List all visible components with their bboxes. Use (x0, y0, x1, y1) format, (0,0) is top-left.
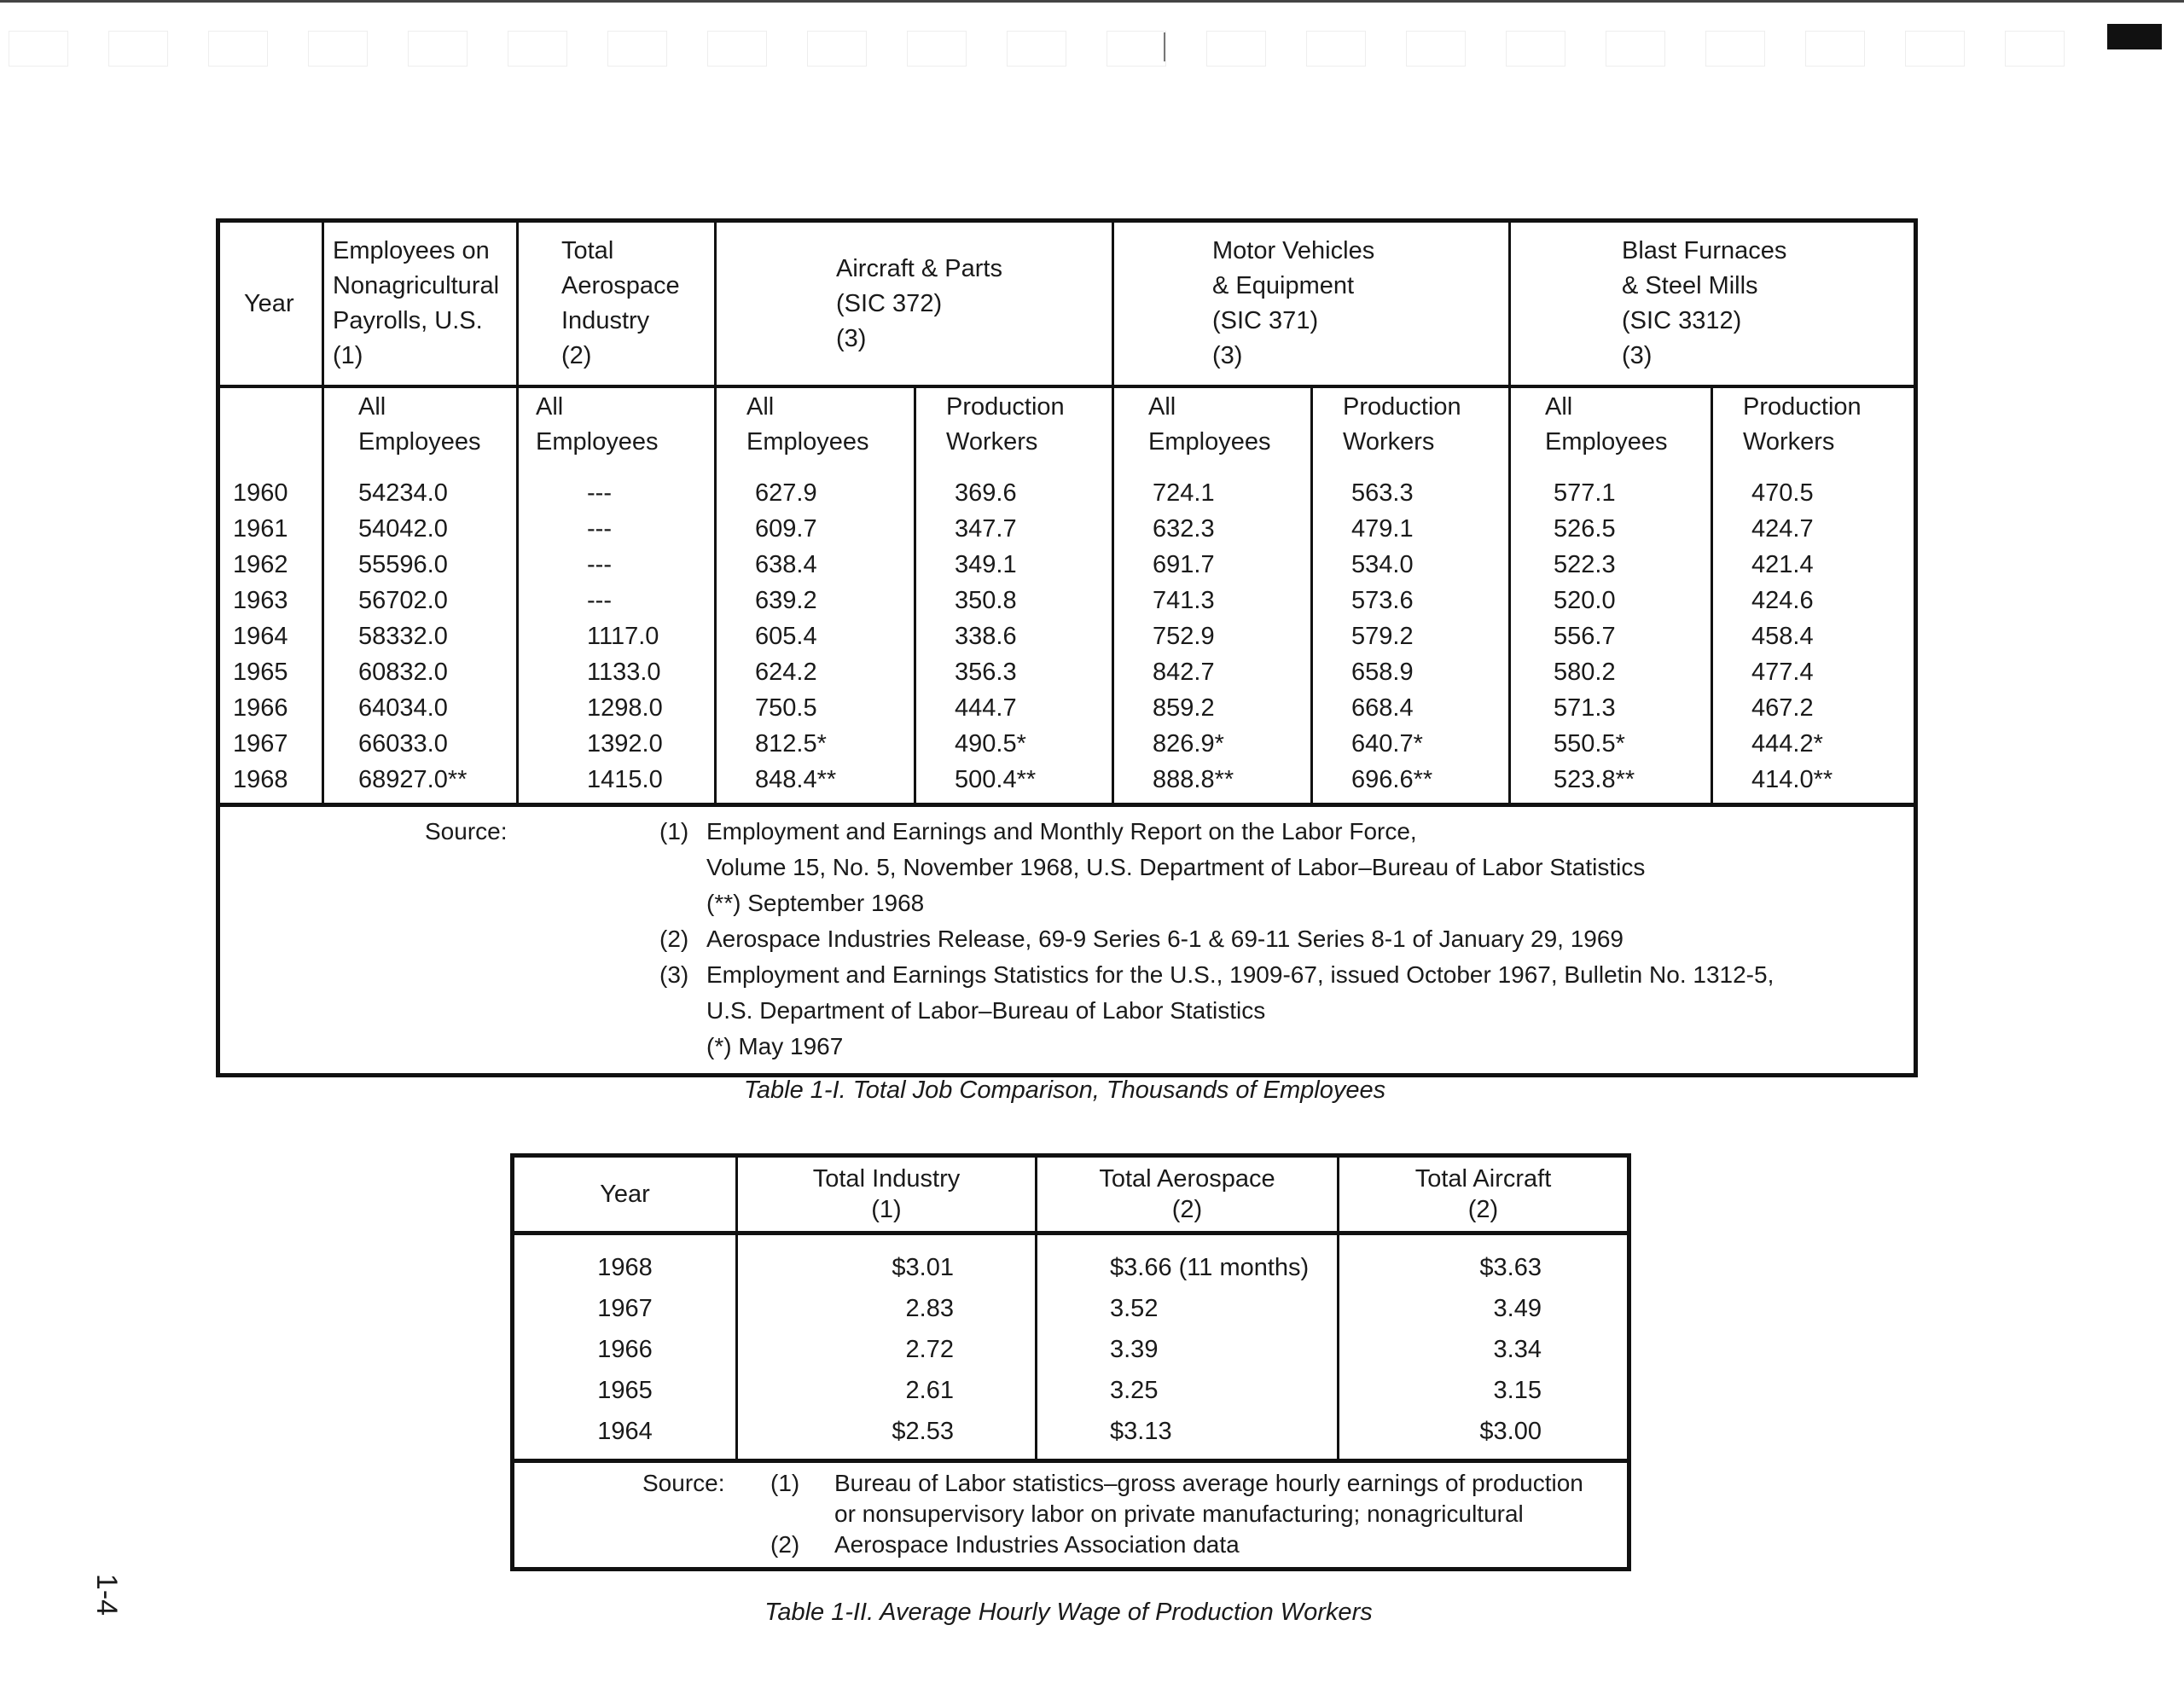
table-row (218, 726, 1916, 762)
header-line: (3) (1622, 342, 1653, 369)
table-row (218, 654, 1916, 690)
value-cell: 3.49 (1339, 1288, 1629, 1329)
header-line: Payrolls, U.S. (333, 307, 483, 334)
header-line: Aerospace (561, 272, 680, 299)
value-cell: 350.8 (915, 583, 1113, 618)
value-cell: 1298.0 (518, 690, 716, 726)
value-cell: 477.4 (1712, 654, 1916, 690)
spacer (659, 885, 706, 921)
table-row (513, 1288, 1629, 1329)
subheader-cell (1113, 386, 1312, 475)
value-cell: 3.52 (1037, 1288, 1339, 1329)
value-cell: 842.7 (1113, 654, 1312, 690)
value-cell: 338.6 (915, 618, 1113, 654)
value-cell: 580.2 (1510, 654, 1712, 690)
subheader-blank (218, 386, 323, 475)
value-cell: 55596.0 (323, 547, 518, 583)
spacer (659, 993, 706, 1029)
header-cell (513, 1156, 737, 1233)
spacer (425, 1029, 659, 1065)
spacer (425, 993, 659, 1029)
value-cell: 3.39 (1037, 1329, 1339, 1370)
subheader-line: All (746, 393, 775, 421)
value-cell: 579.2 (1312, 618, 1510, 654)
value-cell: 668.4 (1312, 690, 1510, 726)
year-cell: 1967 (513, 1288, 737, 1329)
header-line: (3) (1212, 342, 1243, 369)
value-cell: 523.8** (1510, 762, 1712, 805)
value-cell: 848.4** (716, 762, 915, 805)
table-row (218, 618, 1916, 654)
value-cell: 356.3 (915, 654, 1113, 690)
registration-tick (1164, 32, 1165, 61)
source-text: Bureau of Labor statistics–gross average hourly earnings of production (834, 1470, 1583, 1496)
table-row (218, 475, 1916, 511)
source-text: (*) May 1967 (706, 1033, 844, 1059)
year-cell: 1960 (218, 475, 323, 511)
subheader-cell (716, 386, 915, 475)
header-line: Nonagricultural (333, 272, 500, 299)
header-line: (2) (1171, 1196, 1203, 1223)
header-year: Year (218, 221, 323, 387)
page-number: 1-4 (90, 1573, 124, 1616)
header-cell (1037, 1156, 1339, 1233)
registration-box (408, 31, 468, 67)
source-text: Aerospace Industries Association data (834, 1531, 1240, 1558)
scan-marker (2107, 24, 2162, 49)
spacer (425, 957, 659, 993)
registration-box (1206, 31, 1266, 67)
value-cell: 724.1 (1113, 475, 1312, 511)
year-cell: 1966 (218, 690, 323, 726)
value-cell: 56702.0 (323, 583, 518, 618)
subheader-cell (1712, 386, 1916, 475)
source-label: Source: (642, 1470, 725, 1496)
registration-box (707, 31, 767, 67)
header-nonag (323, 221, 518, 387)
sources (642, 1468, 1627, 1560)
header-blast-furnaces (1510, 221, 1916, 387)
source-number: (1) (770, 1470, 800, 1496)
registration-box (1606, 31, 1665, 67)
year-cell: 1967 (218, 726, 323, 762)
value-cell: 741.3 (1113, 583, 1312, 618)
value-cell: 490.5* (915, 726, 1113, 762)
registration-box (508, 31, 567, 67)
source-number: (3) (659, 961, 689, 988)
year-cell: 1965 (218, 654, 323, 690)
value-cell: 556.7 (1510, 618, 1712, 654)
registration-box (1905, 31, 1965, 67)
table-row (218, 547, 1916, 583)
value-cell: 526.5 (1510, 511, 1712, 547)
header-row (218, 221, 1916, 387)
header-line: (2) (561, 342, 592, 369)
value-cell: 658.9 (1312, 654, 1510, 690)
header-line: (1) (871, 1196, 902, 1223)
source-row (513, 1461, 1629, 1570)
subheader-line: Production (1743, 393, 1862, 421)
value-cell: 54234.0 (323, 475, 518, 511)
spacer (659, 850, 706, 885)
header-line: & Steel Mills (1622, 272, 1758, 299)
table2-caption: Table 1-II. Average Hourly Wage of Production Workers (764, 1599, 1373, 1626)
value-cell: 3.25 (1037, 1370, 1339, 1411)
subheader-line: Employees (746, 428, 869, 456)
value-cell: 54042.0 (323, 511, 518, 547)
spacer (659, 1029, 706, 1065)
value-cell: 550.5* (1510, 726, 1712, 762)
registration-box (1805, 31, 1865, 67)
header-aerospace (518, 221, 716, 387)
subheader-line: Employees (1148, 428, 1271, 456)
year-cell: 1961 (218, 511, 323, 547)
source-text: U.S. Department of Labor–Bureau of Labor Statistics (706, 997, 1266, 1024)
header-line: (3) (836, 324, 867, 352)
header-line: Year (600, 1181, 650, 1208)
subheader-cell (915, 386, 1113, 475)
year-cell: 1968 (218, 762, 323, 805)
value-cell: 1133.0 (518, 654, 716, 690)
header-line: Aircraft & Parts (836, 254, 1002, 282)
subheader-line: All (1545, 393, 1573, 421)
value-cell: 577.1 (1510, 475, 1712, 511)
subheader-line: Production (946, 393, 1065, 421)
value-cell: 2.72 (737, 1329, 1037, 1370)
value-cell: --- (518, 511, 716, 547)
registration-box (1506, 31, 1565, 67)
spacer (425, 921, 659, 957)
header-line: Total Aircraft (1414, 1165, 1552, 1193)
value-cell: 500.4** (915, 762, 1113, 805)
table-row (218, 583, 1916, 618)
subheader-line: All (536, 393, 564, 421)
value-cell: $3.01 (737, 1233, 1037, 1289)
table-row (513, 1329, 1629, 1370)
header-line: Total Aerospace (1099, 1165, 1275, 1193)
registration-box (1007, 31, 1066, 67)
registration-box (108, 31, 168, 67)
header-line: (2) (1467, 1196, 1499, 1223)
registration-box (807, 31, 867, 67)
header-row (513, 1156, 1629, 1233)
table-row (513, 1370, 1629, 1411)
value-cell: 444.7 (915, 690, 1113, 726)
source-text: Aerospace Industries Release, 69-9 Series 6-1 & 69-11 Series 8-1 of January 29, 1969 (706, 926, 1623, 952)
subheader-row (218, 386, 1916, 475)
subheader-cell (323, 386, 518, 475)
value-cell: 520.0 (1510, 583, 1712, 618)
value-cell: 60832.0 (323, 654, 518, 690)
source-text: or nonsupervisory labor on private manufacturing; nonagricultural (834, 1500, 1524, 1527)
value-cell: 1117.0 (518, 618, 716, 654)
source-number: (2) (659, 926, 689, 952)
year-cell: 1966 (513, 1329, 737, 1370)
value-cell: 624.2 (716, 654, 915, 690)
source-text: (**) September 1968 (706, 890, 925, 916)
value-cell: 421.4 (1712, 547, 1916, 583)
value-cell: 369.6 (915, 475, 1113, 511)
value-cell: 66033.0 (323, 726, 518, 762)
registration-box (9, 31, 68, 67)
subheader-line: Employees (1545, 428, 1668, 456)
value-cell: 609.7 (716, 511, 915, 547)
value-cell: 470.5 (1712, 475, 1916, 511)
value-cell: $3.66 (11 months) (1037, 1233, 1339, 1289)
spacer (642, 1499, 770, 1529)
value-cell: 68927.0** (323, 762, 518, 805)
source-text: Volume 15, No. 5, November 1968, U.S. Department of Labor–Bureau of Labor Statistics (706, 854, 1646, 880)
value-cell: 573.6 (1312, 583, 1510, 618)
value-cell: 571.3 (1510, 690, 1712, 726)
value-cell: 696.6** (1312, 762, 1510, 805)
value-cell: --- (518, 583, 716, 618)
table-row (513, 1411, 1629, 1461)
value-cell: 522.3 (1510, 547, 1712, 583)
header-line: (SIC 3312) (1622, 307, 1742, 334)
value-cell: 3.15 (1339, 1370, 1629, 1411)
header-motor-vehicles (1113, 221, 1510, 387)
value-cell: 752.9 (1113, 618, 1312, 654)
subheader-line: Workers (1343, 428, 1435, 456)
page-top-edge (0, 0, 2184, 3)
subheader-line: Employees (536, 428, 659, 456)
subheader-cell (518, 386, 716, 475)
registration-box (1406, 31, 1466, 67)
value-cell: 347.7 (915, 511, 1113, 547)
header-line: Total Industry (812, 1165, 961, 1193)
spacer (642, 1529, 770, 1560)
value-cell: 691.7 (1113, 547, 1312, 583)
value-cell: 750.5 (716, 690, 915, 726)
header-line: (SIC 372) (836, 289, 943, 317)
header-line: Total (561, 237, 614, 264)
subheader-line: Production (1343, 393, 1461, 421)
source-label: Source: (425, 818, 508, 844)
header-line: & Equipment (1212, 272, 1355, 299)
value-cell: 2.83 (737, 1288, 1037, 1329)
value-cell: 534.0 (1312, 547, 1510, 583)
value-cell: $3.63 (1339, 1233, 1629, 1289)
value-cell: 888.8** (1113, 762, 1312, 805)
value-cell: 826.9* (1113, 726, 1312, 762)
registration-box (2005, 31, 2065, 67)
source-text: Employment and Earnings Statistics for the U.S., 1909-67, issued October 1967, Bulletin No. 1312-5, (706, 961, 1774, 988)
source-number: (1) (659, 818, 689, 844)
value-cell: 859.2 (1113, 690, 1312, 726)
value-cell: 424.6 (1712, 583, 1916, 618)
value-cell: 424.7 (1712, 511, 1916, 547)
table1-caption: Table 1-I. Total Job Comparison, Thousands of Employees (743, 1077, 1386, 1104)
registration-box (1107, 31, 1166, 67)
registration-box (607, 31, 667, 67)
subheader-line: Workers (946, 428, 1038, 456)
value-cell: 812.5* (716, 726, 915, 762)
source-number: (2) (770, 1531, 800, 1558)
table-row (218, 511, 1916, 547)
value-cell: 563.3 (1312, 475, 1510, 511)
value-cell: 3.34 (1339, 1329, 1629, 1370)
source-row (218, 805, 1916, 1076)
value-cell: $2.53 (737, 1411, 1037, 1461)
value-cell: 640.7* (1312, 726, 1510, 762)
table-row (513, 1233, 1629, 1289)
value-cell: 479.1 (1312, 511, 1510, 547)
value-cell: 1415.0 (518, 762, 716, 805)
subheader-cell (1312, 386, 1510, 475)
value-cell: 638.4 (716, 547, 915, 583)
value-cell: 349.1 (915, 547, 1113, 583)
year-cell: 1964 (218, 618, 323, 654)
header-aircraft (716, 221, 1113, 387)
value-cell: 627.9 (716, 475, 915, 511)
subheader-line: All (358, 393, 386, 421)
source-text: Employment and Earnings and Monthly Report on the Labor Force, (706, 818, 1417, 844)
total-job-comparison-table (216, 218, 1918, 1077)
subheader-line: Employees (358, 428, 481, 456)
value-cell: 458.4 (1712, 618, 1916, 654)
value-cell: 58332.0 (323, 618, 518, 654)
year-cell: 1964 (513, 1411, 737, 1461)
value-cell: 639.2 (716, 583, 915, 618)
value-cell: 467.2 (1712, 690, 1916, 726)
value-cell: 632.3 (1113, 511, 1312, 547)
average-hourly-wage-table (510, 1153, 1631, 1571)
registration-box (208, 31, 268, 67)
value-cell: 414.0** (1712, 762, 1916, 805)
year-cell: 1963 (218, 583, 323, 618)
value-cell: --- (518, 475, 716, 511)
value-cell: --- (518, 547, 716, 583)
value-cell: 1392.0 (518, 726, 716, 762)
value-cell: 64034.0 (323, 690, 518, 726)
value-cell: 2.61 (737, 1370, 1037, 1411)
header-line: Employees on (333, 237, 490, 264)
table-row (218, 762, 1916, 805)
spacer (425, 885, 659, 921)
year-cell: 1968 (513, 1233, 737, 1289)
registration-box (1306, 31, 1366, 67)
header-line: (1) (333, 342, 363, 369)
value-cell: 605.4 (716, 618, 915, 654)
value-cell: $3.13 (1037, 1411, 1339, 1461)
subheader-line: All (1148, 393, 1176, 421)
year-cell: 1962 (218, 547, 323, 583)
subheader-line: Workers (1743, 428, 1835, 456)
spacer (425, 850, 659, 885)
subheader-cell (1510, 386, 1712, 475)
registration-box (1705, 31, 1765, 67)
header-line: (SIC 371) (1212, 307, 1319, 334)
header-line: Blast Furnaces (1622, 237, 1787, 264)
spacer (770, 1499, 834, 1529)
value-cell: $3.00 (1339, 1411, 1629, 1461)
table-row (218, 690, 1916, 726)
header-cell (1339, 1156, 1629, 1233)
header-cell (737, 1156, 1037, 1233)
value-cell: 444.2* (1712, 726, 1916, 762)
sources (425, 814, 1914, 1065)
registration-box (308, 31, 368, 67)
header-line: Motor Vehicles (1212, 237, 1375, 264)
header-line: Industry (561, 307, 650, 334)
registration-box (907, 31, 967, 67)
year-cell: 1965 (513, 1370, 737, 1411)
